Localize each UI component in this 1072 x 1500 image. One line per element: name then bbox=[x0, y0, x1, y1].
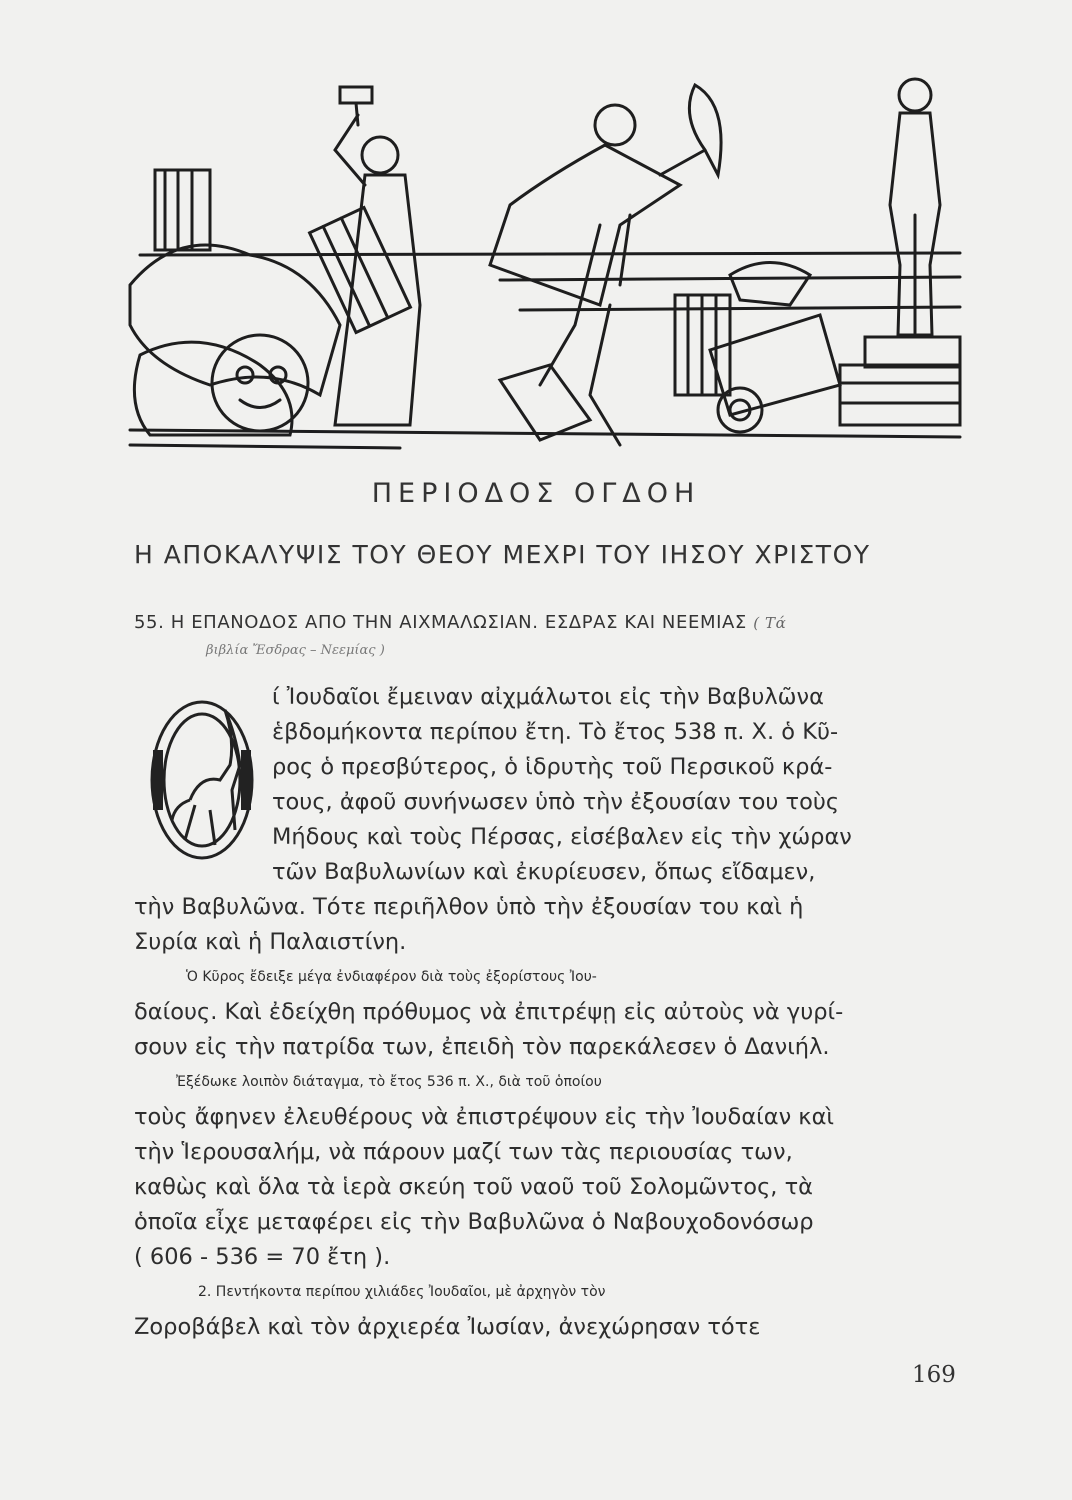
text-line-14: τὴν Ἱερουσαλήμ, νὰ πάρουν μαζί των τὰς περιουσίας των, bbox=[134, 1139, 793, 1165]
section-reference: βιβλία Ἔσδρας – Νεεμίας ) bbox=[206, 643, 385, 658]
text-line-11: σουν εἰς τὴν πατρίδα των, ἐπειδὴ τὸν παρεκάλεσεν ὁ Δανιήλ. bbox=[134, 1034, 830, 1060]
text-line-4: τους, ἀφοῦ συνήνωσεν ὑπὸ τὴν ἐξουσίαν του τοὺς bbox=[272, 789, 840, 815]
text-line-17: ( 606 - 536 = 70 ἔτη ). bbox=[134, 1244, 391, 1270]
text-line-2: ἑβδομήκοντα περίπου ἔτη. Τὸ ἔτος 538 π. Χ. ὁ Κῦ- bbox=[272, 719, 839, 745]
text-line-18: 2. Πεντήκοντα περίπου χιλιάδες Ἰουδαῖοι, μὲ ἀρχηγὸν τὸν bbox=[198, 1284, 606, 1300]
period-heading: ΠΕΡΙΟΔΟΣ ΟΓΔΟΗ bbox=[371, 478, 701, 509]
section-title-text: 55. Η ΕΠΑΝΟΔΟΣ ΑΠΟ ΤΗΝ ΑΙΧΜΑΛΩΣΙΑΝ. ΕΣΔΡΑΣ ΚΑΙ ΝΕΕΜΙΑΣ bbox=[134, 612, 747, 633]
text-line-9: Ὁ Κῦρος ἔδειξε μέγα ἐνδιαφέρον διὰ τοὺς ἐξορίστους Ἰου- bbox=[186, 969, 597, 985]
drop-cap-ornament-icon bbox=[140, 680, 265, 870]
text-line-10: δαίους. Καὶ ἐδείχθη πρόθυμος νὰ ἐπιτρέψῃ εἰς αὐτοὺς νὰ γυρί- bbox=[134, 999, 844, 1025]
destruction-illustration bbox=[120, 65, 970, 480]
section-reference-open: ( Τά bbox=[753, 614, 787, 632]
text-line-1: ί Ἰουδαῖοι ἔμειναν αἰχμάλωτοι εἰς τὴν Βαβυλῶνα bbox=[272, 684, 824, 710]
text-line-6: τῶν Βαβυλωνίων καὶ ἐκυρίευσεν, ὅπως εἴδαμεν, bbox=[272, 859, 816, 885]
text-line-15: καθὼς καὶ ὅλα τὰ ἱερὰ σκεύη τοῦ ναοῦ τοῦ Σολομῶντος, τὰ bbox=[134, 1174, 813, 1200]
text-line-7: τὴν Βαβυλῶνα. Τότε περιῆλθον ὑπὸ τὴν ἐξουσίαν του καὶ ἡ bbox=[134, 894, 804, 920]
text-line-13: τοὺς ἄφηνεν ἐλευθέρους νὰ ἐπιστρέψουν εἰς τὴν Ἰουδαίαν καὶ bbox=[134, 1104, 835, 1130]
text-line-8: Συρία καὶ ἡ Παλαιστίνη. bbox=[134, 929, 407, 955]
page-number: 169 bbox=[912, 1362, 956, 1388]
text-line-16: ὁποῖα εἶχε μεταφέρει εἰς τὴν Βαβυλῶνα ὁ Ναβουχοδονόσωρ bbox=[134, 1209, 814, 1235]
text-line-12: Ἐξέδωκε λοιπὸν διάταγμα, τὸ ἔτος 536 π. Χ., διὰ τοῦ ὁποίου bbox=[176, 1074, 602, 1090]
text-line-19: Ζοροβάβελ καὶ τὸν ἀρχιερέα Ἰωσίαν, ἀνεχώρησαν τότε bbox=[134, 1314, 761, 1340]
part-title: Η ΑΠΟΚΑΛΥΨΙΣ ΤΟΥ ΘΕΟΥ ΜΕΧΡΙ ΤΟΥ ΙΗΣΟΥ ΧΡΙΣΤΟΥ bbox=[134, 540, 871, 569]
section-title bbox=[134, 612, 954, 633]
text-line-5: Μήδους καὶ τοὺς Πέρσας, εἰσέβαλεν εἰς τὴν χώραν bbox=[272, 824, 852, 850]
text-line-3: ρος ὁ πρεσβύτερος, ὁ ἱδρυτὴς τοῦ Περσικοῦ κρά- bbox=[272, 754, 833, 780]
